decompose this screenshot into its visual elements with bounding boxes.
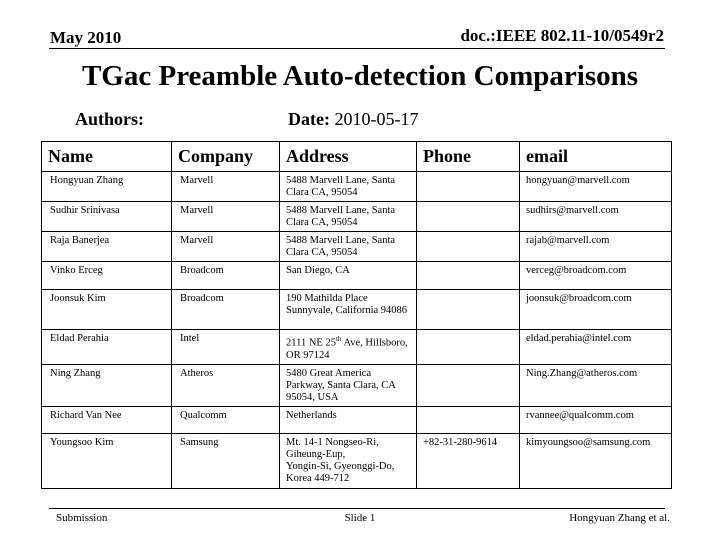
table-row xyxy=(42,232,672,262)
cell-name: Eldad Perahia xyxy=(42,330,172,365)
cell-company: Samsung xyxy=(172,433,280,488)
cell-phone xyxy=(417,232,520,262)
column-header-name: Name xyxy=(42,142,172,172)
cell-company: Marvell xyxy=(172,172,280,202)
cell-email: eldad.perahia@intel.com xyxy=(520,330,672,365)
table-row xyxy=(42,364,672,406)
header-rule xyxy=(49,48,665,49)
cell-name: Youngsoo Kim xyxy=(42,433,172,488)
cell-address: 5480 Great America Parkway, Santa Clara, CA 95054, USA xyxy=(280,364,417,406)
authors-label: Authors: xyxy=(75,109,145,129)
cell-email: sudhirs@marvell.com xyxy=(520,202,672,232)
cell-company: Marvell xyxy=(172,202,280,232)
cell-address: 5488 Marvell Lane, Santa Clara CA, 95054 xyxy=(280,172,417,202)
table-row xyxy=(42,202,672,232)
footer-rule xyxy=(49,508,665,509)
cell-phone xyxy=(417,406,520,433)
column-header-company: Company xyxy=(172,142,280,172)
table-row xyxy=(42,172,672,202)
cell-name: Hongyuan Zhang xyxy=(42,172,172,202)
cell-company: Atheros xyxy=(172,364,280,406)
cell-phone xyxy=(417,172,520,202)
cell-address: Netherlands xyxy=(280,406,417,433)
cell-address xyxy=(280,330,417,365)
cell-phone xyxy=(417,290,520,330)
date-label: Date: xyxy=(288,109,330,129)
table-row xyxy=(42,406,672,433)
address-line: Mt. 14-1 Nongseo-Ri, Giheung-Eup, xyxy=(286,436,379,460)
cell-company: Qualcomm xyxy=(172,406,280,433)
cell-phone xyxy=(417,262,520,290)
cell-email: rajab@marvell.com xyxy=(520,232,672,262)
cell-phone xyxy=(417,202,520,232)
table-row xyxy=(42,262,672,290)
cell-email: hongyuan@marvell.com xyxy=(520,172,672,202)
cell-phone xyxy=(417,364,520,406)
table-row xyxy=(42,290,672,330)
cell-email: Ning.Zhang@atheros.com xyxy=(520,364,672,406)
footer-slide-number: Slide 1 xyxy=(344,512,376,524)
cell-address: 5488 Marvell Lane, Santa Clara CA, 95054 xyxy=(280,202,417,232)
address-text: Ave, Hillsboro, OR 97124 xyxy=(286,337,408,361)
header-doc-id: doc.:IEEE 802.11-10/0549r2 xyxy=(460,26,664,45)
cell-company: Intel xyxy=(172,330,280,365)
footer-author: Hongyuan Zhang et al. xyxy=(569,512,670,524)
footer-submission: Submission xyxy=(56,512,108,524)
cell-email: rvannee@qualcomm.com xyxy=(520,406,672,433)
cell-phone: +82-31-280-9614 xyxy=(417,433,520,488)
cell-email: joonsuk@broadcom.com xyxy=(520,290,672,330)
authors-table xyxy=(41,141,672,489)
column-header-phone: Phone xyxy=(417,142,520,172)
cell-name: Vinko Erceg xyxy=(42,262,172,290)
page-title: TGac Preamble Auto-detection Comparisons xyxy=(81,60,639,92)
cell-address: 190 Mathilda Place Sunnyvale, California 94086 xyxy=(280,290,417,330)
cell-name: Sudhir Srinivasa xyxy=(42,202,172,232)
header-date: May 2010 xyxy=(50,28,122,47)
address-text: 2111 NE 25 xyxy=(286,337,336,349)
cell-company: Broadcom xyxy=(172,262,280,290)
cell-name: Raja Banerjea xyxy=(42,232,172,262)
cell-email: kimyoungsoo@samsung.com xyxy=(520,433,672,488)
table-row xyxy=(42,330,672,365)
cell-address: San Diego, CA xyxy=(280,262,417,290)
table-row xyxy=(42,433,672,488)
ordinal-suffix: th xyxy=(335,335,342,343)
cell-name: Richard Van Nee xyxy=(42,406,172,433)
cell-name: Joonsuk Kim xyxy=(42,290,172,330)
cell-name: Ning Zhang xyxy=(42,364,172,406)
cell-company: Marvell xyxy=(172,232,280,262)
cell-company: Broadcom xyxy=(172,290,280,330)
date-line xyxy=(288,109,418,130)
cell-address xyxy=(280,433,417,488)
column-header-email: email xyxy=(520,142,672,172)
date-value: 2010-05-17 xyxy=(334,109,419,129)
table-header-row xyxy=(42,142,672,172)
cell-address: 5488 Marvell Lane, Santa Clara CA, 95054 xyxy=(280,232,417,262)
address-line: Yongin-Si, Gyeonggi-Do, Korea 449-712 xyxy=(286,460,395,484)
column-header-address: Address xyxy=(280,142,417,172)
cell-phone xyxy=(417,330,520,365)
cell-email: verceg@broadcom.com xyxy=(520,262,672,290)
